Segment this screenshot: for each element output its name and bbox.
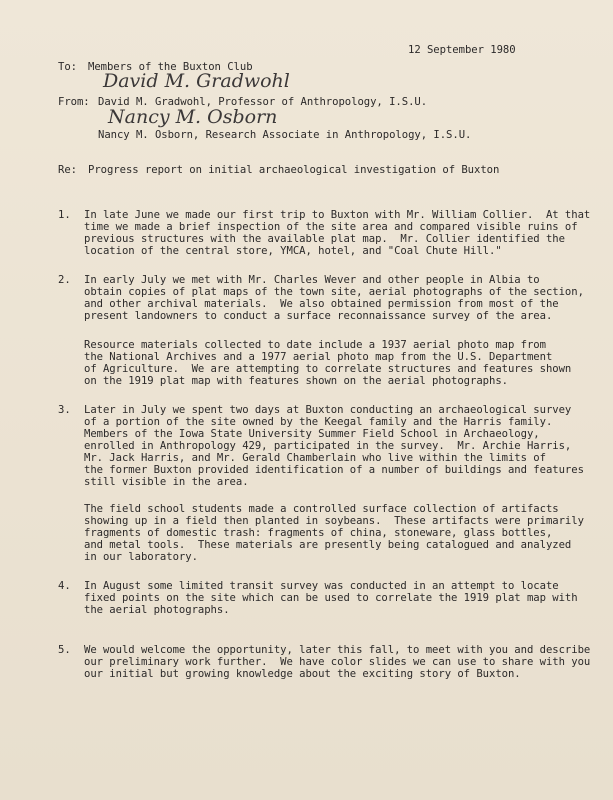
item-number: 3. [58, 404, 71, 416]
re-subject: Progress report on initial archaeological investigation of Buxton [88, 164, 500, 176]
item-2-para2-line: Resource materials collected to date include a 1937 aerial photo map from [84, 339, 546, 351]
from-label: From: [58, 96, 90, 108]
signature-gradwohl: David M. Gradwohl [103, 70, 290, 92]
item-5-line: We would welcome the opportunity, later this fall, to meet with you and describe [84, 644, 591, 656]
item-3-para2-line: fragments of domestic trash: fragments of china, stoneware, glass bottles, [84, 527, 553, 539]
item-2-line: and other archival materials. We also obtained permission from most of the [84, 298, 559, 310]
item-2-line: In early July we met with Mr. Charles Wever and other people in Albia to [84, 274, 540, 286]
item-3-line: the former Buxton provided identification of a number of buildings and features [84, 464, 584, 476]
item-4-line: fixed points on the site which can be used to correlate the 1919 plat map with [84, 592, 578, 604]
item-3-para2-line: showing up in a field then planted in soybeans. These artifacts were primarily [84, 515, 584, 527]
item-1-line: In late June we made our first trip to Buxton with Mr. William Collier. At that [84, 209, 591, 221]
item-5-line: our preliminary work further. We have color slides we can use to share with you [84, 656, 591, 668]
to-recipients: Members of the Buxton Club [88, 61, 253, 73]
item-2-para2-line: of Agriculture. We are attempting to correlate structures and features shown [84, 363, 572, 375]
item-5-line: our initial but growing knowledge about the exciting story of Buxton. [84, 668, 521, 680]
item-3-line: still visible in the area. [84, 476, 249, 488]
item-number: 5. [58, 644, 71, 656]
item-4-line: In August some limited transit survey was conducted in an attempt to locate [84, 580, 559, 592]
signature-osborn: Nancy M. Osborn [108, 106, 278, 128]
from-line-gradwohl: David M. Gradwohl, Professor of Anthropology, I.S.U. [98, 96, 428, 108]
item-2-para2-line: the National Archives and a 1977 aerial photo map from the U.S. Department [84, 351, 553, 363]
item-2-para2-line: on the 1919 plat map with features shown on the aerial photographs. [84, 375, 508, 387]
item-2-line: present landowners to conduct a surface reconnaissance survey of the area. [84, 310, 553, 322]
item-2-line: obtain copies of plat maps of the town site, aerial photographs of the section, [84, 286, 584, 298]
item-1-line: location of the central store, YMCA, hotel, and "Coal Chute Hill." [84, 245, 502, 257]
re-label: Re: [58, 164, 77, 176]
item-4-line: the aerial photographs. [84, 604, 230, 616]
item-3-line: Later in July we spent two days at Buxton conducting an archaeological survey [84, 404, 572, 416]
to-label: To: [58, 61, 77, 73]
from-line-osborn: Nancy M. Osborn, Research Associate in Anthropology, I.S.U. [98, 129, 472, 141]
item-3-line: enrolled in Anthropology 429, participated in the survey. Mr. Archie Harris, [84, 440, 572, 452]
item-3-para2-line: and metal tools. These materials are presently being catalogued and analyzed [84, 539, 572, 551]
item-3-line: Mr. Jack Harris, and Mr. Gerald Chamberlain who live within the limits of [84, 452, 546, 464]
item-3-para2-line: in our laboratory. [84, 551, 198, 563]
item-3-line: Members of the Iowa State University Summer Field School in Archaeology, [84, 428, 540, 440]
item-number: 4. [58, 580, 71, 592]
item-number: 1. [58, 209, 71, 221]
letter-date: 12 September 1980 [408, 44, 516, 56]
item-number: 2. [58, 274, 71, 286]
item-1-line: previous structures with the available plat map. Mr. Collier identified the [84, 233, 565, 245]
item-3-para2-line: The field school students made a controlled surface collection of artifacts [84, 503, 559, 515]
item-1-line: time we made a brief inspection of the site area and compared visible ruins of [84, 221, 578, 233]
item-3-line: of a portion of the site owned by the Keegal family and the Harris family. [84, 416, 553, 428]
